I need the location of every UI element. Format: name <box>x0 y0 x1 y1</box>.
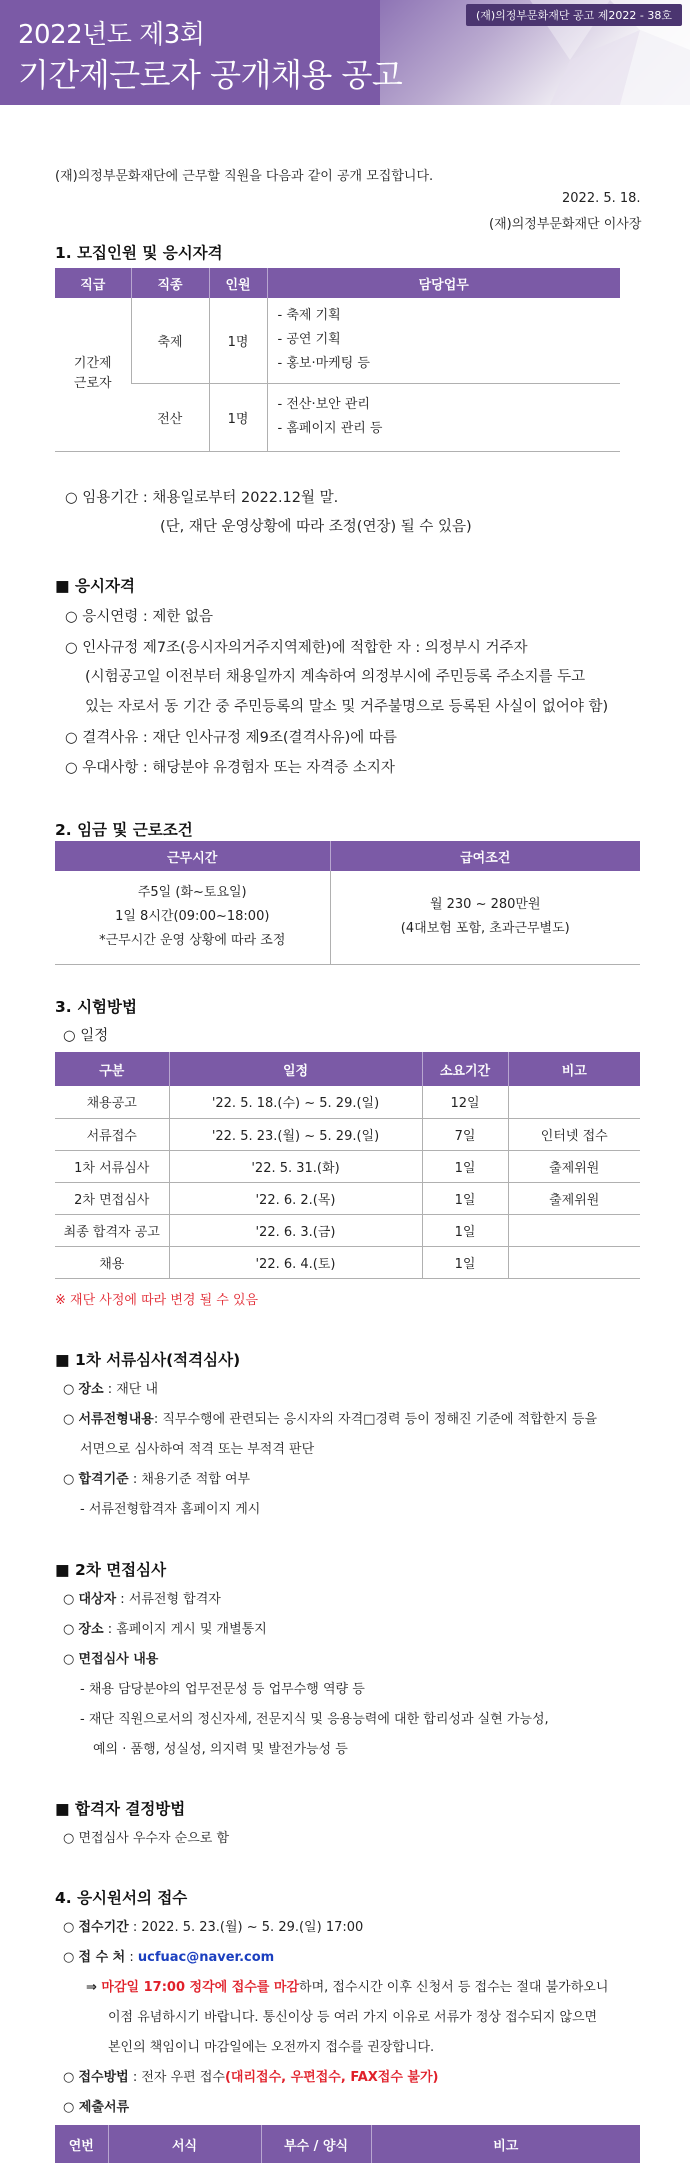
category-cell: 서류접수 <box>55 1118 169 1150</box>
stage1-place-label: 장소 <box>78 1382 104 1397</box>
col-header-schedule: 일정 <box>169 1052 422 1086</box>
stage2-place-label: 장소 <box>78 1622 104 1637</box>
count-cell: 1명 <box>209 383 267 451</box>
duty-item: - 홍보·마케팅 등 <box>277 356 370 372</box>
application-method-restriction: (대리접수, 우편접수, FAX접수 불가) <box>224 2070 439 2085</box>
stage2-content-line2: - 재단 직원으로서의 정신자세, 전문지식 및 응용능력에 대한 합리성과 실현 가능성, <box>80 1712 549 1727</box>
salary-table-header <box>55 841 640 871</box>
col-header-duration: 소요기간 <box>422 1052 508 1086</box>
pay-line: (4대보험 포함, 초과근무별도) <box>400 921 570 937</box>
notice-signer: (재)의정부문화재단 이사장 <box>489 217 642 232</box>
header-title-line1: 2022년도 제3회 <box>18 20 205 50</box>
intro-text: (재)의정부문화재단에 근무할 직원을 다음과 같이 공개 모집합니다. <box>55 169 434 184</box>
schedule-cell: '22. 5. 23.(월) ~ 5. 29.(일) <box>169 1118 422 1150</box>
stage1-criteria-line2: - 서류전형합격자 홈페이지 게시 <box>80 1502 261 1517</box>
deadline-line1 <box>86 1976 608 1995</box>
stage1-method-line2: 서면으로 심사하여 적격 또는 부적격 판단 <box>80 1442 315 1457</box>
application-place-sep: : <box>125 1950 138 1965</box>
qual-preference: ○ 우대사항 : 해당분야 유경험자 또는 자격증 소지자 <box>65 760 395 776</box>
table-row <box>55 1086 640 1118</box>
stage2-content-line1: - 채용 담당분야의 업무전문성 등 업무수행 역량 등 <box>80 1682 365 1697</box>
stage2-target-label: 대상자 <box>78 1592 117 1607</box>
category-cell: 채용공고 <box>55 1086 169 1118</box>
duration-cell: 12일 <box>422 1086 508 1118</box>
category-cell: 1차 서류심사 <box>55 1150 169 1182</box>
stage1-method-label: 서류전형내용 <box>78 1412 154 1427</box>
stage2-title: ■ 2차 면접심사 <box>55 1561 167 1579</box>
stage1-criteria-value: : 채용기준 적합 여부 <box>128 1472 251 1487</box>
type-cell: 전산 <box>131 383 209 451</box>
hours-line: *근무시간 운영 상황에 따라 조정 <box>99 933 286 949</box>
col-header-category: 구분 <box>55 1052 169 1086</box>
stage1-place: ○ 장소 : 재단 내 <box>63 1382 159 1397</box>
stage1-place-value: : 재단 내 <box>103 1382 159 1397</box>
grade-cell: 기간제 근로자 <box>55 298 131 451</box>
category-cell: 2차 면접심사 <box>55 1182 169 1214</box>
application-place: ○ 접 수 처 : ucfuac@naver.com <box>63 1950 275 1965</box>
qual-residence: ○ 인사규정 제7조(응시자의거주지역제한)에 적합한 자 : 의정부시 거주자 <box>65 640 528 656</box>
duty-item: - 전산·보안 관리 <box>277 397 370 412</box>
col-header-remarks: 비고 <box>508 1052 640 1086</box>
hours-line: 1일 8시간(09:00~18:00) <box>115 909 270 925</box>
stage2-target-value: : 서류전형 합격자 <box>116 1592 221 1607</box>
duration-cell: 7일 <box>422 1118 508 1150</box>
duration-cell: 1일 <box>422 1150 508 1182</box>
table-row <box>55 1246 640 1278</box>
col-header-copies: 부수 / 양식 <box>261 2125 371 2163</box>
qual-disqualification: ○ 결격사유 : 재단 인사규정 제9조(결격사유)에 따름 <box>65 730 397 746</box>
remarks-cell <box>508 1086 640 1118</box>
category-cell: 최종 합격자 공고 <box>55 1214 169 1246</box>
stage2-content-line3: 예의 · 품행, 성실성, 의지력 및 발전가능성 등 <box>93 1742 348 1757</box>
qual-residence-note2: 있는 자로서 동 기간 중 주민등록의 말소 및 거주불명으로 등록된 사실이 없어야 함) <box>85 699 609 715</box>
header-banner <box>0 0 690 105</box>
schedule-table <box>55 1052 640 1279</box>
type-cell: 축제 <box>131 298 209 383</box>
table-row <box>55 871 640 964</box>
notice-date: 2022. 5. 18. <box>562 191 641 206</box>
qualification-title: ■ 응시자격 <box>55 577 135 595</box>
duties-cell <box>267 298 620 383</box>
application-period-label: 접수기간 <box>78 1920 129 1935</box>
deadline-line2: 이점 유념하시기 바랍니다. 통신이상 등 여러 가지 이유로 서류가 정상 접수되지 않으면 <box>108 2010 598 2025</box>
col-header-doc-remarks: 비고 <box>371 2125 640 2163</box>
pay-cell <box>330 871 640 964</box>
deadline-line3: 본인의 책임이니 마감일에는 오전까지 접수를 권장합니다. <box>108 2040 435 2055</box>
hours-cell <box>55 871 330 964</box>
arrow-icon: ⇒ <box>86 1980 102 1995</box>
section1-title: 1. 모집인원 및 응시자격 <box>55 244 223 262</box>
application-period: ○ 접수기간 : 2022. 5. 23.(월) ~ 5. 29.(일) 17:00 <box>63 1920 364 1935</box>
documents-table-header <box>55 2125 640 2163</box>
stage2-content-label: 면접심사 내용 <box>78 1652 159 1667</box>
decision-title: ■ 합격자 결정방법 <box>55 1800 186 1818</box>
notice-number-badge: (재)의정부문화재단 공고 제2022 - 38호 <box>466 4 682 26</box>
schedule-change-note: ※ 재단 사정에 따라 변경 될 수 있음 <box>55 1293 259 1308</box>
header-title-line2: 기간제근로자 공개채용 공고 <box>18 56 403 94</box>
col-header-count: 인원 <box>209 268 267 298</box>
stage1-method-value: : 직무수행에 관련되는 응시자의 자격□경력 등이 정해진 기준에 적합한지 등을 <box>153 1412 597 1427</box>
application-period-value: : 2022. 5. 23.(월) ~ 5. 29.(일) 17:00 <box>128 1920 364 1935</box>
schedule-table-header <box>55 1052 640 1086</box>
duration-cell: 1일 <box>422 1214 508 1246</box>
stage2-place-value: : 홈페이지 게시 및 개별통지 <box>103 1622 267 1637</box>
stage2-place: ○ 장소 : 홈페이지 게시 및 개별통지 <box>63 1622 267 1637</box>
remarks-cell: 인터넷 접수 <box>508 1118 640 1150</box>
remarks-cell: 출제위원 <box>508 1150 640 1182</box>
col-header-duties: 담당업무 <box>267 268 620 298</box>
table-row <box>55 1214 640 1246</box>
col-header-no: 연번 <box>55 2125 108 2163</box>
employment-period: ○ 임용기간 : 채용일로부터 2022.12월 말. <box>65 490 339 506</box>
qual-age: ○ 응시연령 : 제한 없음 <box>65 609 214 625</box>
application-method-value: : 전자 우편 접수 <box>128 2070 225 2085</box>
table-row <box>55 298 620 383</box>
salary-table <box>55 841 640 965</box>
category-cell: 채용 <box>55 1246 169 1278</box>
schedule-cell: '22. 5. 18.(수) ~ 5. 29.(일) <box>169 1086 422 1118</box>
deadline-rest: 하며, 접수시간 이후 신청서 등 접수는 절대 불가하오니 <box>299 1980 609 1995</box>
stage2-target: ○ 대상자 : 서류전형 합격자 <box>63 1592 221 1607</box>
stage1-criteria-label: 합격기준 <box>78 1472 129 1487</box>
pay-line: 월 230 ~ 280만원 <box>429 897 541 913</box>
table-row <box>55 383 620 451</box>
schedule-cell: '22. 6. 2.(목) <box>169 1182 422 1214</box>
schedule-cell: '22. 5. 31.(화) <box>169 1150 422 1182</box>
stage1-method: ○ 서류전형내용: 직무수행에 관련되는 응시자의 자격□경력 등이 정해진 기준에 적합한지 등을 <box>63 1412 597 1427</box>
recruitment-table-header <box>55 268 620 298</box>
col-header-hours: 근무시간 <box>55 841 330 871</box>
stage1-title: ■ 1차 서류심사(적격심사) <box>55 1351 241 1369</box>
col-header-type: 직종 <box>131 268 209 298</box>
duration-cell: 1일 <box>422 1182 508 1214</box>
remarks-cell <box>508 1214 640 1246</box>
col-header-pay: 급여조건 <box>330 841 640 871</box>
application-method-label: 접수방법 <box>78 2070 129 2085</box>
duty-item: - 공연 기획 <box>277 332 341 348</box>
application-email-link[interactable]: ucfuac@naver.com <box>137 1950 275 1965</box>
deadline-emphasis: 마감일 17:00 정각에 접수를 마감 <box>101 1980 300 1995</box>
section2-title: 2. 임금 및 근로조건 <box>55 821 193 839</box>
stage2-content: ○ 면접심사 내용 <box>63 1652 159 1667</box>
col-header-grade: 직급 <box>55 268 131 298</box>
duration-cell: 1일 <box>422 1246 508 1278</box>
duty-item: - 축제 기획 <box>277 308 341 324</box>
duties-cell <box>267 383 620 451</box>
schedule-cell: '22. 6. 4.(토) <box>169 1246 422 1278</box>
schedule-subtitle: ○ 일정 <box>63 1028 109 1044</box>
table-row <box>55 1182 640 1214</box>
application-place-label: 접 수 처 <box>78 1950 126 1965</box>
required-docs-title: ○ 제출서류 <box>63 2100 130 2115</box>
required-docs-label: 제출서류 <box>78 2100 130 2115</box>
stage1-criteria: ○ 합격기준 : 채용기준 적합 여부 <box>63 1472 251 1487</box>
table-row <box>55 1150 640 1182</box>
remarks-cell <box>508 1246 640 1278</box>
documents-table <box>55 2125 640 2163</box>
hours-line: 주5일 (화~토요일) <box>137 885 247 901</box>
col-header-form: 서식 <box>108 2125 261 2163</box>
application-method: ○ 접수방법 : 전자 우편 접수(대리접수, 우편접수, FAX접수 불가) <box>63 2070 439 2085</box>
decision-text: ○ 면접심사 우수자 순으로 함 <box>63 1831 230 1846</box>
section3-title: 3. 시험방법 <box>55 998 137 1016</box>
qual-residence-note1: (시험공고일 이전부터 채용일까지 계속하여 의정부시에 주민등록 주소지를 두고 <box>85 669 586 685</box>
schedule-cell: '22. 6. 3.(금) <box>169 1214 422 1246</box>
recruitment-table <box>55 268 620 452</box>
table-row <box>55 1118 640 1150</box>
count-cell: 1명 <box>209 298 267 383</box>
remarks-cell: 출제위원 <box>508 1182 640 1214</box>
section4-title: 4. 응시원서의 접수 <box>55 1889 188 1907</box>
employment-period-note: (단, 재단 운영상황에 따라 조정(연장) 될 수 있음) <box>160 519 472 535</box>
duty-item: - 홈페이지 관리 등 <box>277 421 383 436</box>
